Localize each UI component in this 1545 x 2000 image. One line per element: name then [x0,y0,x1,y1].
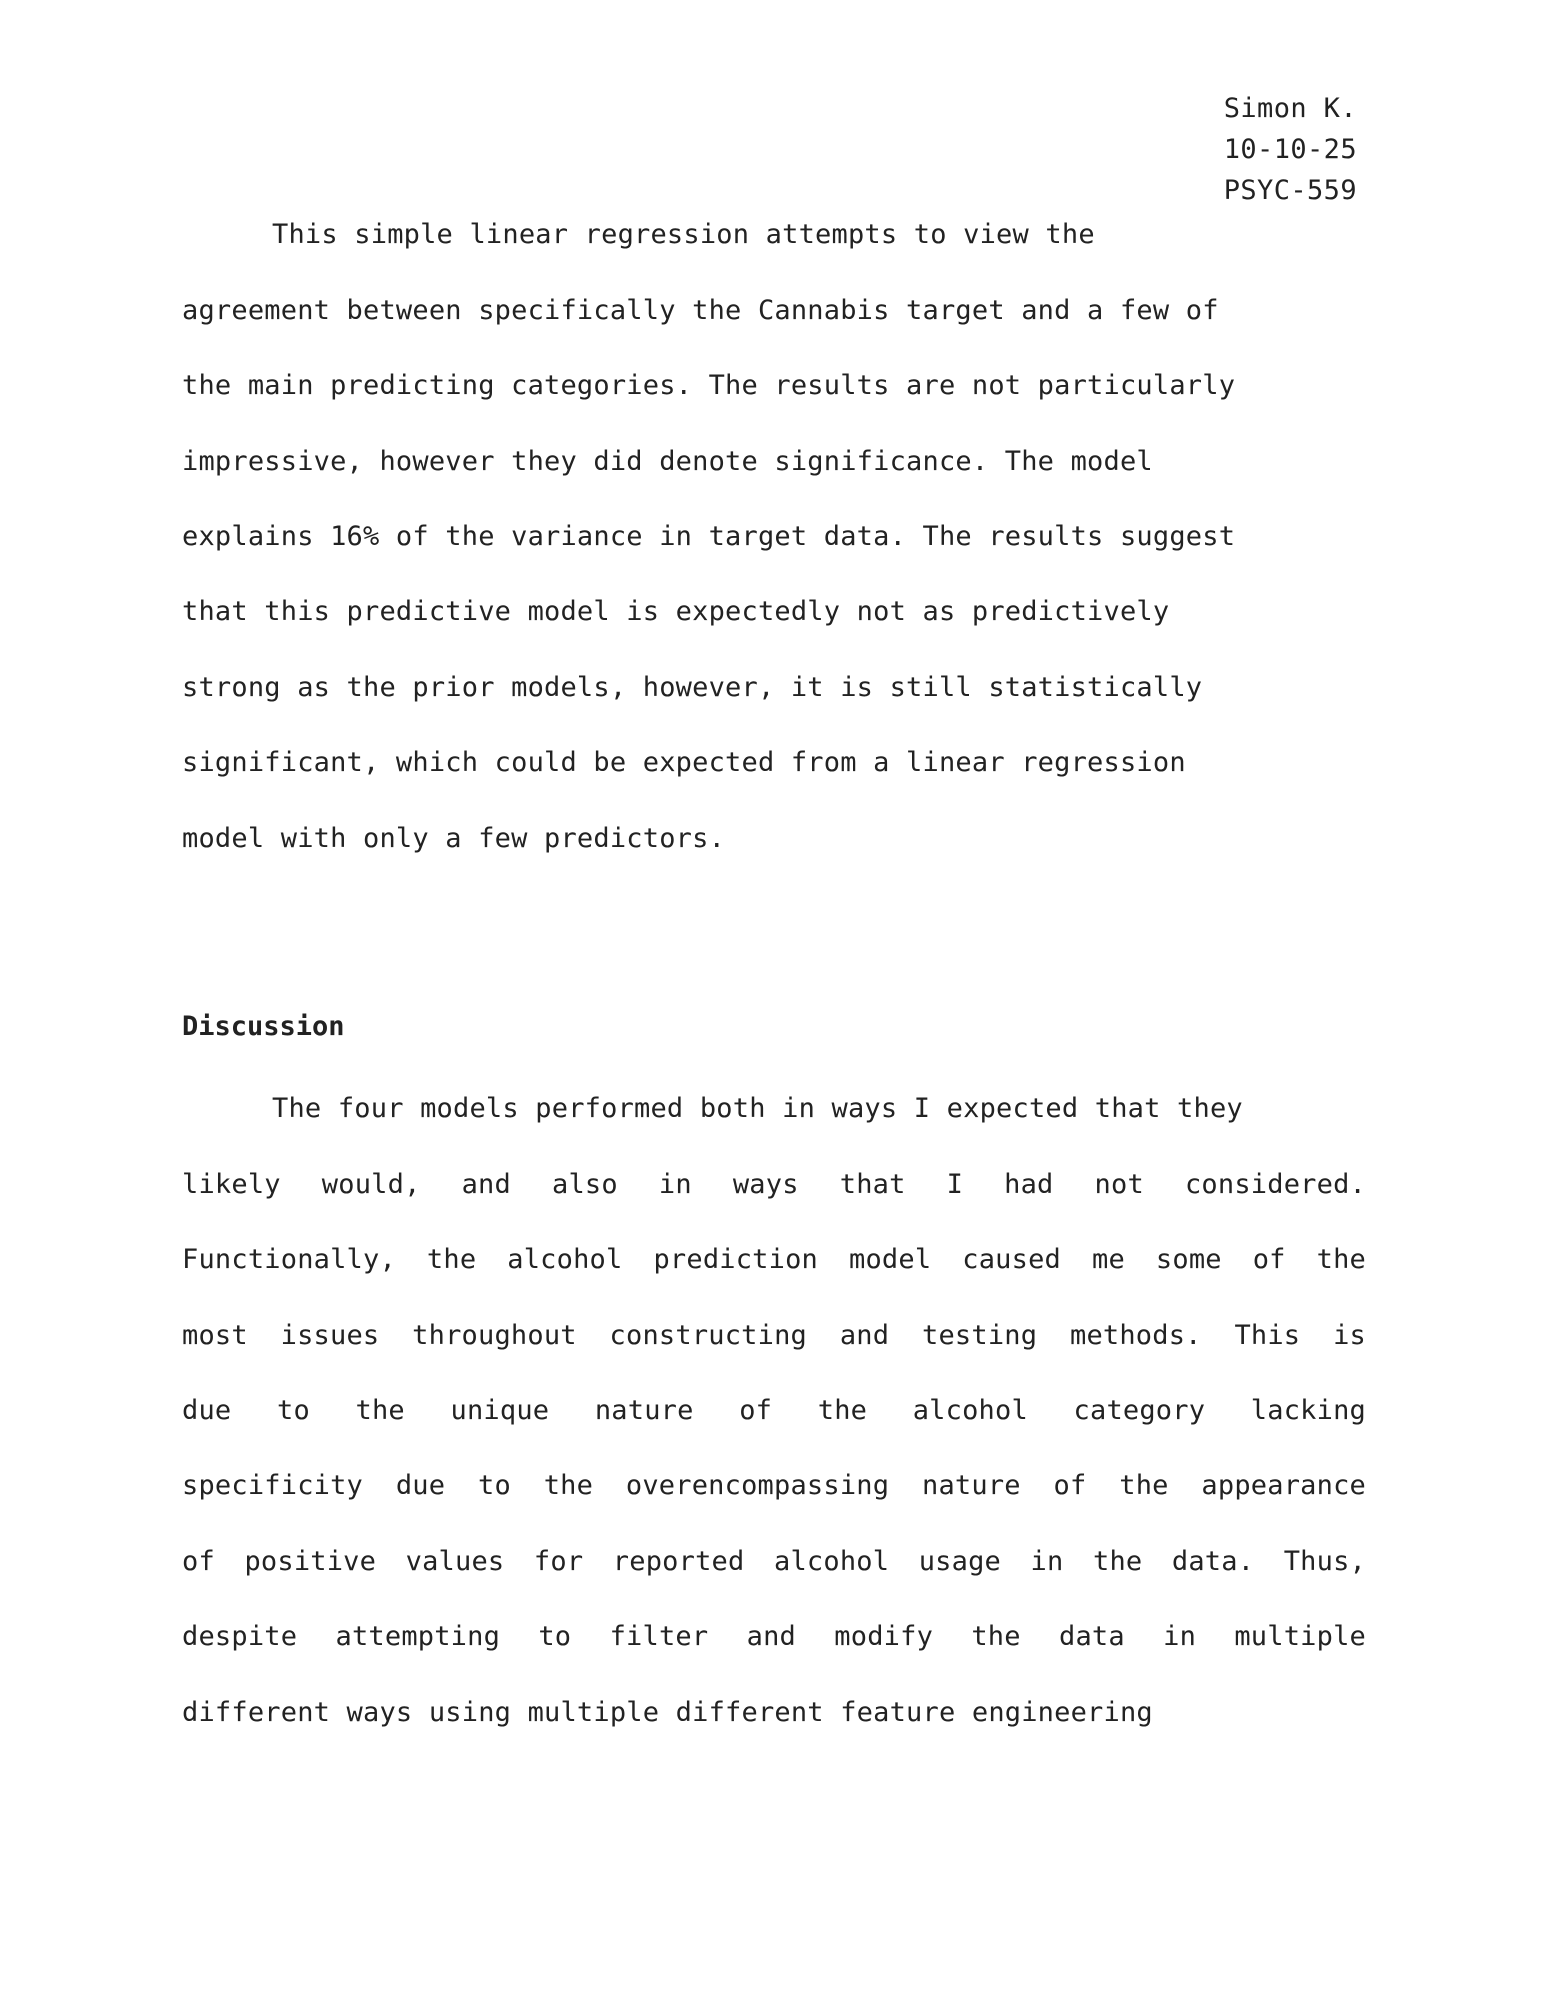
paragraph-line: explains 16% of the variance in target data. The results suggest [182,521,1236,552]
paragraph-line: due to the unique nature of the alcohol category lacking [182,1395,1366,1426]
paragraph-line: that this predictive model is expectedly not as predictively [182,596,1170,627]
paragraph-line: the main predicting categories. The results are not particularly [182,370,1236,401]
paragraph-line: model with only a few predictors. [182,823,726,854]
document-date: 10-10-25 [1223,134,1357,165]
paragraph-line: different ways using multiple different feature engineering [182,1697,1153,1728]
paragraph-line: despite attempting to filter and modify the data in multiple [182,1621,1366,1652]
author-name: Simon K. [1223,93,1357,124]
paragraph-line: strong as the prior models, however, it is still statistically [182,672,1203,703]
paragraph-line: agreement between specifically the Cannabis target and a few of [182,295,1219,326]
paragraph-line: The four models performed both in ways I expected that they [272,1093,1243,1124]
header-block [1224,88,1357,211]
paragraph-line: likely would, and also in ways that I had not considered. [182,1169,1366,1200]
paragraph-line: of positive values for reported alcohol usage in the data. Thus, [182,1546,1366,1577]
course-code: PSYC-559 [1223,175,1357,206]
discussion-heading: Discussion [182,1011,345,1042]
paragraph-line: significant, which could be expected from a linear regression [182,747,1186,778]
paragraph-line: specificity due to the overencompassing nature of the appearance [182,1470,1366,1501]
paragraph-line: most issues throughout constructing and testing methods. This is [182,1320,1366,1351]
paragraph-line: Functionally, the alcohol prediction model caused me some of the [182,1244,1366,1275]
paragraph-line: This simple linear regression attempts to view the [272,219,1095,250]
paragraph-line: impressive, however they did denote significance. The model [182,446,1153,477]
